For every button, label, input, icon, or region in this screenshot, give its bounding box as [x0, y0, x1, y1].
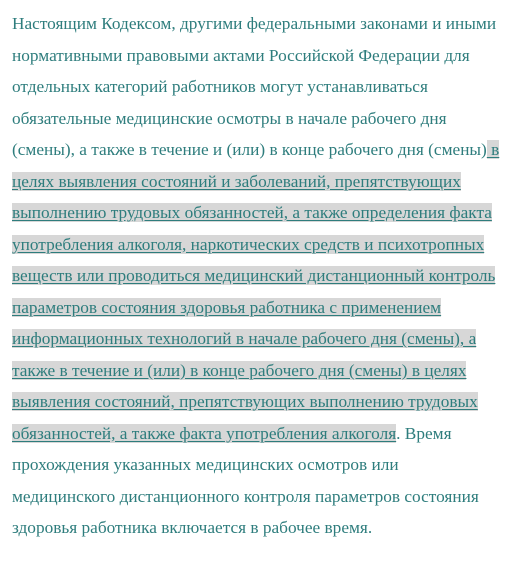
paragraph-text-after: . Время прохождения указанных медицинских осмотров или медицинского дистанционного контроля параметров состояния здоровья работника включается в рабочее время. — [12, 423, 479, 537]
law-paragraph — [12, 8, 502, 544]
paragraph-text-before: Настоящим Кодексом, другими федеральными законами и иными нормативными правовыми актами Российской Федерации для отдельных категорий работников могут устанавливаться обязательные медицинские осмотры в начале рабочего дня (смены), а также в течение и (или) в конце рабочего дня (смены) — [12, 14, 497, 159]
highlighted-amendment-text[interactable]: в целях выявления состояний и заболеваний, препятствующих выполнению трудовых обязанностей, а также определения факта употребления алкоголя, наркотических средств и психотропных веществ или проводиться медицинский дистанционный контроль параметров состояния здоровья работника с применением информационных технологий в начале рабочего дня (смены), а также в течение и (или) в конце рабочего дня (смены) в целях выявления состояний, препятствующих выполнению трудовых обязанностей, а также факта употребления алкоголя — [12, 140, 500, 443]
